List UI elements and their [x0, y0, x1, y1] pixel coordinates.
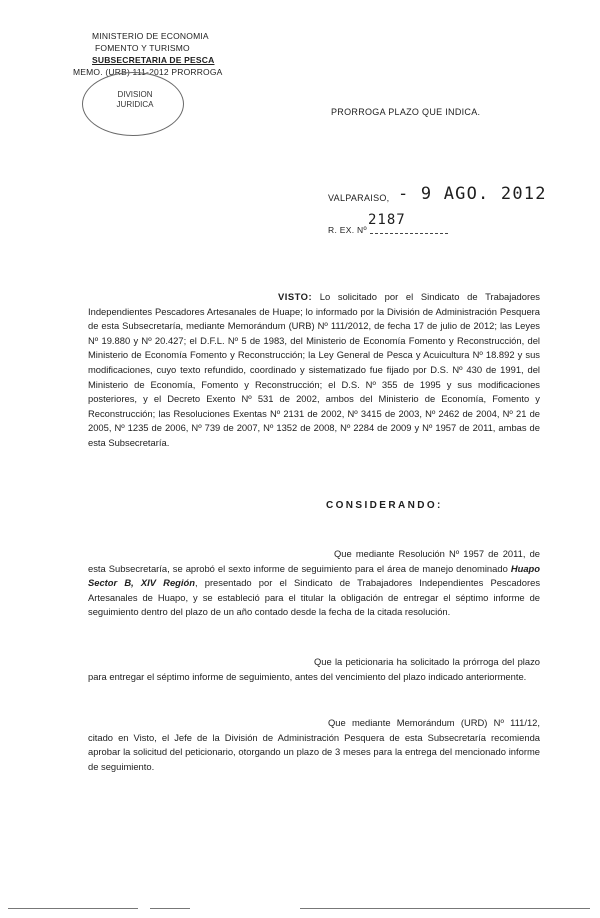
visto-label: VISTO: — [278, 291, 313, 302]
considerando-2-text: plazo para entregar el séptimo informe de seguimiento, antes del vencimiento del plazo indicado anteriormente. — [88, 656, 540, 682]
document-title: PRORROGA PLAZO QUE INDICA. — [331, 107, 481, 117]
considerando-paragraph-1 — [88, 547, 540, 620]
resolution-label: R. EX. Nº — [328, 225, 367, 235]
considerando-paragraph-3 — [88, 716, 540, 774]
management-area-name: Huapo Sector B, XIV Región — [88, 562, 540, 589]
considerando-1-text-b: , presentado por el Sindicato de Trabajadores Independientes Pescadores Artesanales de Huapo, y se estableció para el titular la obligación de entregar el séptimo informe de seguimiento dentro del plazo de un año contado desde la fecha de la citada resolución. — [88, 577, 541, 618]
visto-text: Lo solicitado por el Sindicato de Trabajadores Independientes Pescadores Artesanales de Huape; lo informado por la División de Administración Pesquera de esta Subsecretaría, mediante Memorándum (URB) Nº 111/2012, de fecha 17 de julio de 2012; las Leyes Nº 19.880 y Nº 20.427; el D.F.L. Nº 5 de 1983, del Ministerio de Economía Fomento y Reconstrucción, del Ministerio de Economía Fomento y Reconstrucción; la Ley General de Pesca y Acuicultura Nº 18.892 y sus modificaciones, cuyo texto refundido, coordinado y sistematizado fue fijado por D.S. Nº 430 de 1991, del Ministerio de Economía, Fomento y Reconstrucción; el D.S. Nº 355 de 1995 y sus modificaciones posteriores, y el Decreto Exento Nº 531 de 2002, ambos del Ministerio de Economía, Fomento y Reconstrucción; las Resoluciones Exentas Nº 2131 de 2002, Nº 3415 de 2003, Nº 2462 de 2004, Nº 21 de 2005, Nº 1235 de 2006, Nº 739 de 2007, Nº 1352 de 2008, Nº 2284 de 2009 y Nº 1957 de 2011, ambas de esta Subsecretaría. — [88, 291, 540, 448]
bottom-edge-mark — [150, 908, 190, 909]
bottom-edge-mark — [300, 908, 590, 909]
issue-date: - 9 AGO. 2012 — [398, 184, 547, 204]
considerando-3-lead: Que mediante Memorándum (URD) Nº 111/12, — [328, 717, 540, 728]
stamp-text: DIVISION JURIDICA — [116, 90, 154, 109]
considerando-2-lead: Que la peticionaria ha solicitado la prórroga del — [314, 656, 515, 667]
ministry-name: MINISTERIO DE ECONOMIA — [92, 31, 209, 41]
place: VALPARAISO, — [328, 193, 390, 203]
bottom-edge-mark — [8, 908, 138, 909]
considerando-heading: CONSIDERANDO: — [326, 500, 443, 511]
ministry-subtitle: FOMENTO Y TURISMO — [95, 43, 190, 53]
considerando-1-text-a: esta Subsecretaría, se aprobó el sexto informe de seguimiento para el área de manejo denominado — [88, 562, 511, 574]
visto-paragraph — [88, 290, 540, 451]
considerando-1-lead: Que mediante Resolución Nº 1957 de 2011, de — [334, 548, 540, 559]
subsecretariat-name: SUBSECRETARIA DE PESCA — [92, 55, 215, 65]
considerando-3-text: citado en Visto, el Jefe de la División de Administración Pesquera de esta Subsecretaría recomienda aprobar la solicitud del peticionario, otorgando un plazo de 3 meses para la entrega del mencionado informe de seguimiento. — [88, 731, 540, 772]
considerando-paragraph-2 — [88, 655, 540, 684]
resolution-number-line — [370, 233, 448, 234]
resolution-number: 2187 — [368, 212, 406, 228]
memo-reference: MEMO. (URB) 111-2012 PRORROGA — [73, 67, 223, 77]
